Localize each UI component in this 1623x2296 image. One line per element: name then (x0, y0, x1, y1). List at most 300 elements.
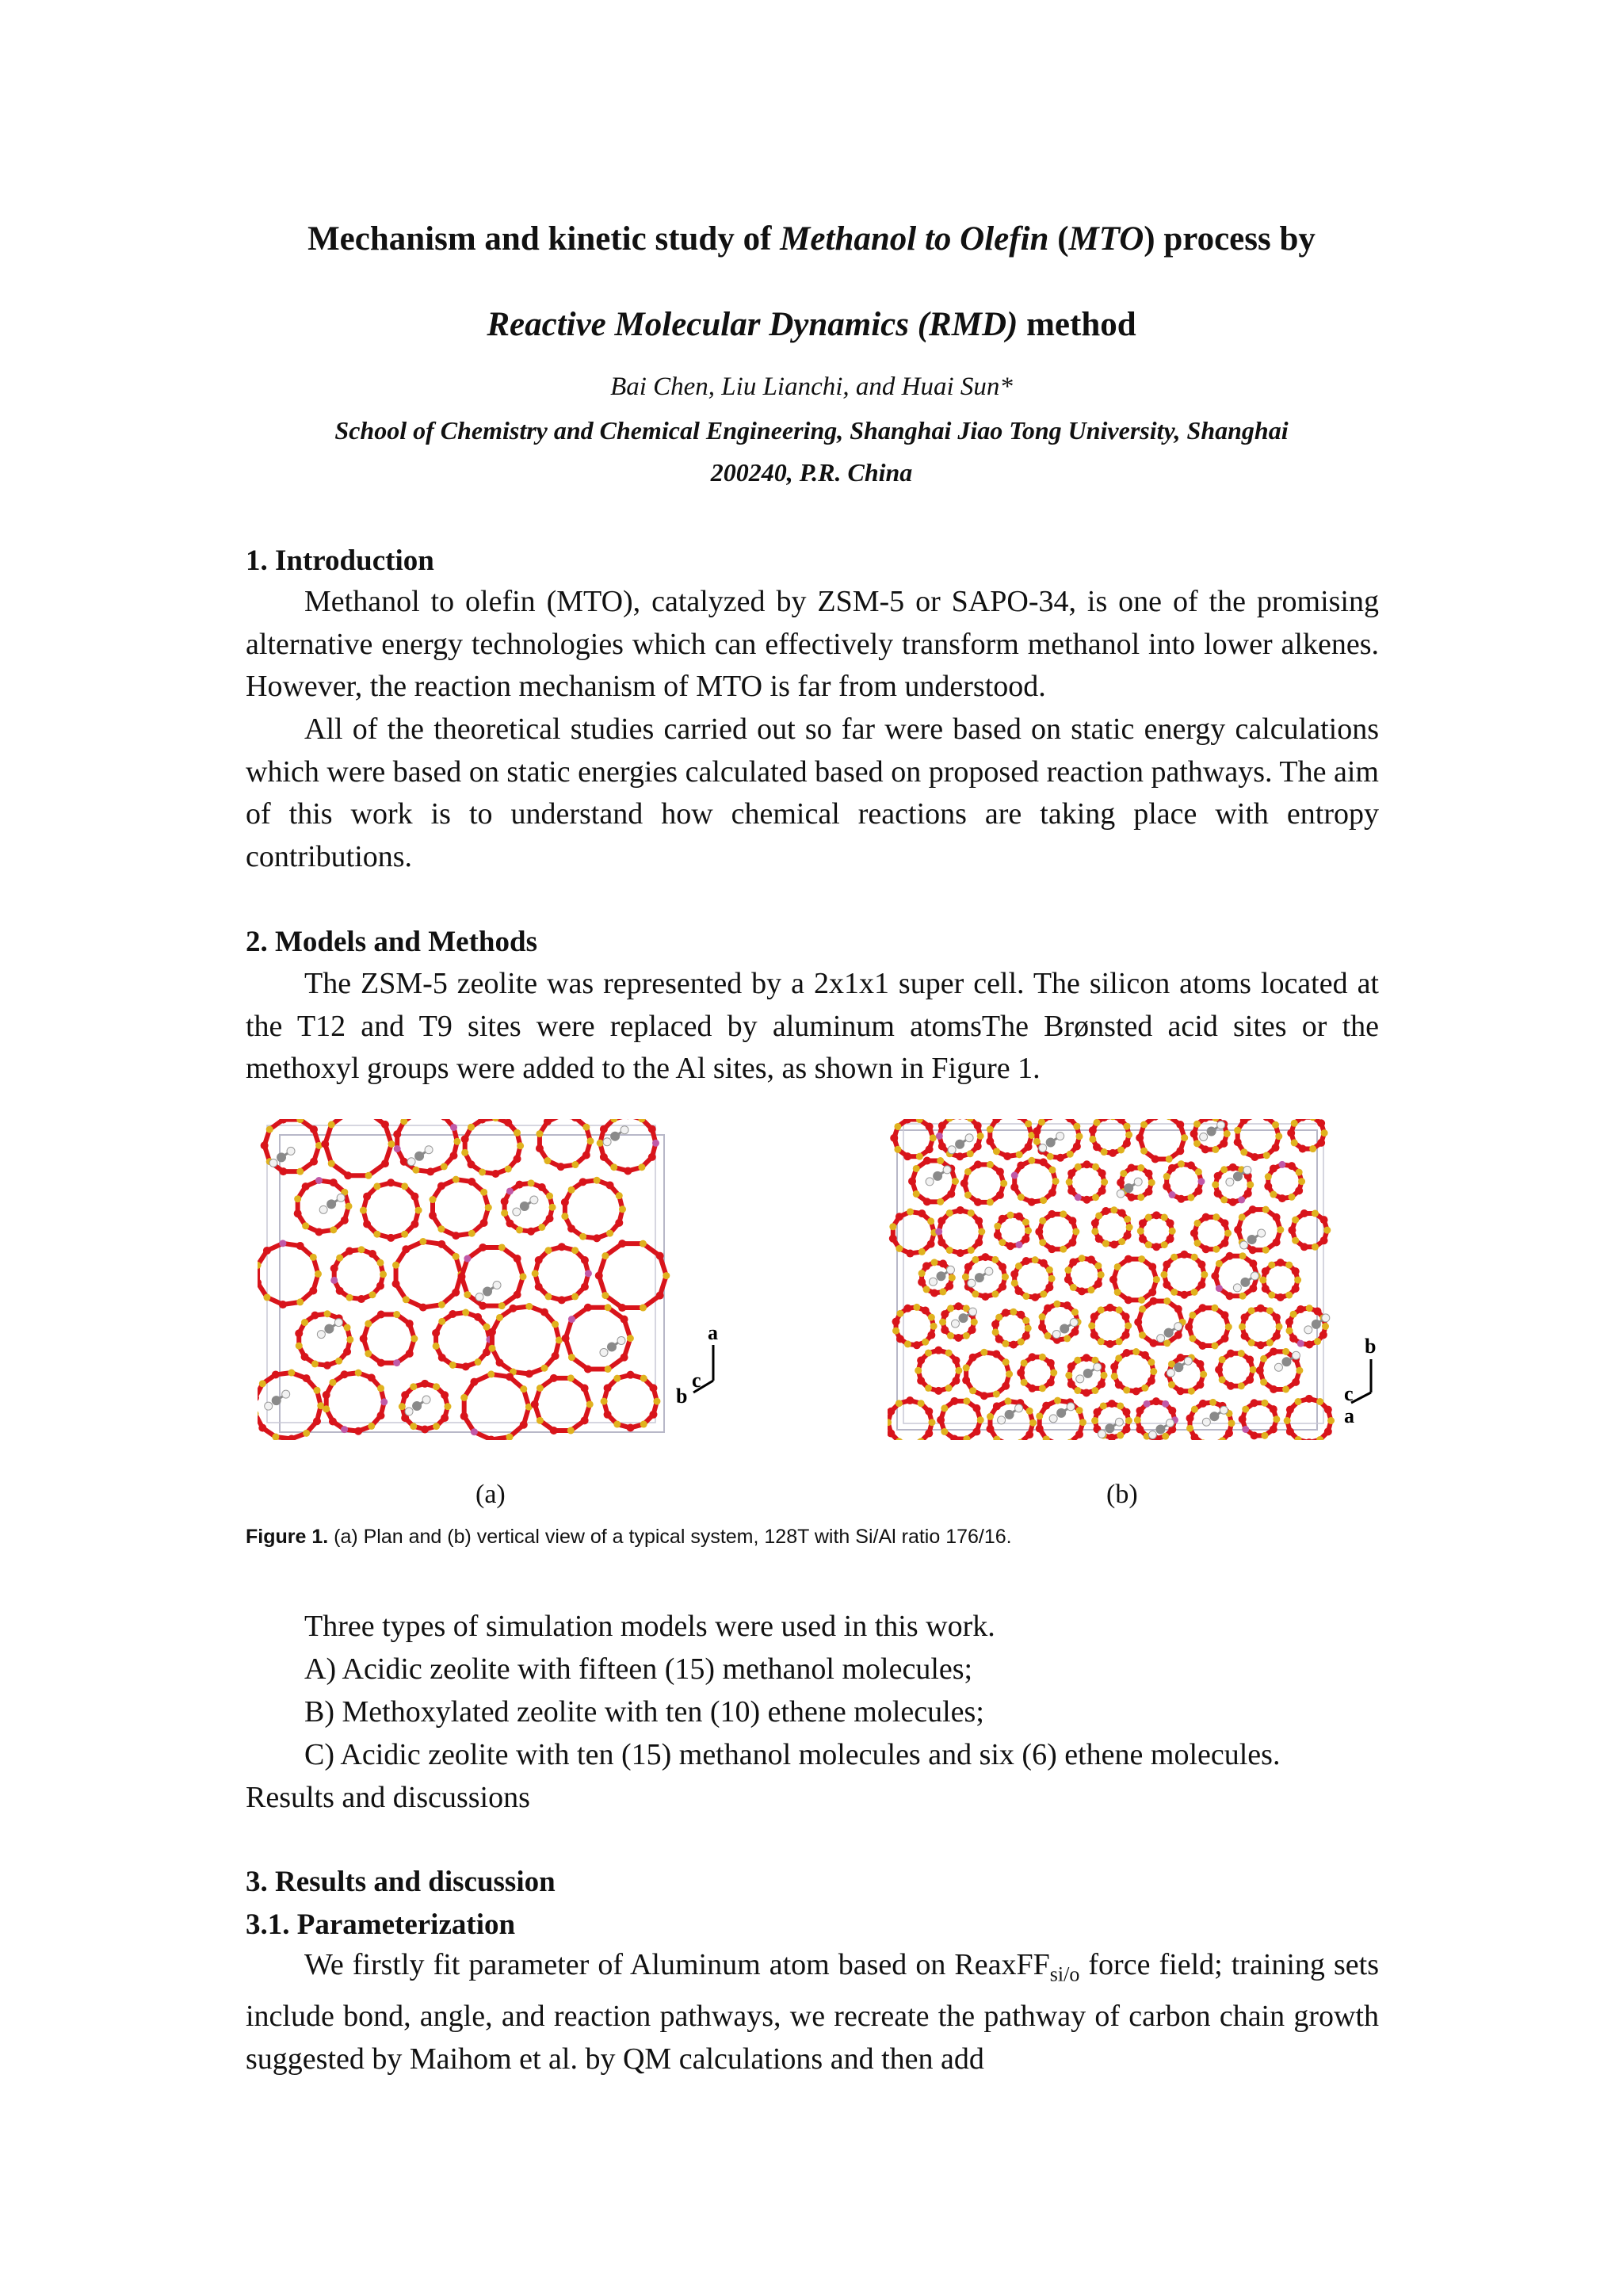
molecule-atom (1046, 1137, 1056, 1147)
atom (346, 1247, 353, 1255)
atom (1075, 1194, 1082, 1201)
atom (279, 1240, 286, 1247)
atom (987, 1413, 994, 1420)
atom (557, 1163, 565, 1171)
atom (369, 1250, 376, 1258)
atom (437, 1182, 445, 1190)
atom (945, 1385, 953, 1392)
atom (1168, 1164, 1176, 1172)
atom (1145, 1170, 1153, 1178)
atom (432, 1329, 440, 1337)
atom (1123, 1349, 1131, 1357)
atom (441, 1414, 449, 1422)
atom (1242, 1406, 1249, 1413)
model-item-a: A) Acidic zeolite with fifteen (15) methanol molecules; (304, 1652, 973, 1686)
atom (1250, 1366, 1257, 1373)
atom (1122, 1331, 1130, 1339)
atom (954, 1302, 962, 1310)
atom (1050, 1370, 1057, 1377)
atom (1289, 1335, 1297, 1343)
atom (615, 1219, 623, 1227)
atom (480, 1189, 487, 1196)
atom (528, 1179, 535, 1186)
atom (1101, 1148, 1108, 1156)
atom (994, 1231, 1002, 1239)
atom (1039, 1385, 1046, 1392)
atom (1261, 1400, 1268, 1407)
atom (552, 1320, 559, 1328)
atom (1018, 1194, 1025, 1201)
atom (926, 1145, 934, 1153)
atom (597, 1140, 604, 1147)
atom (1284, 1417, 1291, 1424)
atom (946, 1247, 953, 1254)
molecule-atom (1240, 1278, 1250, 1287)
atom (1109, 1275, 1117, 1283)
atom (571, 1247, 579, 1254)
atom (496, 1314, 503, 1321)
atom (550, 1374, 558, 1382)
atom (894, 1146, 901, 1153)
atom (296, 1168, 304, 1175)
atom (1114, 1263, 1121, 1270)
atom (1273, 1415, 1280, 1423)
atom (1178, 1160, 1185, 1167)
atom (450, 1124, 457, 1131)
atom (1212, 1146, 1219, 1153)
atom (536, 1130, 543, 1137)
atom (934, 1387, 942, 1395)
atom (1211, 1305, 1218, 1312)
atom (1047, 1378, 1055, 1386)
atom (1168, 1381, 1175, 1389)
atom (1180, 1291, 1188, 1299)
atom (1064, 1275, 1072, 1283)
atom (568, 1354, 575, 1361)
molecule-atom (948, 1146, 956, 1154)
atom (1098, 1380, 1106, 1388)
atom (488, 1328, 496, 1336)
atom (960, 1179, 968, 1187)
atom (368, 1423, 375, 1430)
atom (453, 1176, 460, 1183)
atom (1209, 1399, 1216, 1406)
atom (947, 1305, 954, 1312)
atom (1270, 1347, 1277, 1355)
atom (1273, 1332, 1281, 1340)
atom (323, 1362, 331, 1370)
atom (1098, 1169, 1106, 1177)
atom (377, 1311, 385, 1319)
atom (1314, 1308, 1322, 1316)
atom (587, 1137, 594, 1144)
molecule-atom (1292, 1351, 1300, 1359)
atom (931, 1259, 938, 1266)
atom (1067, 1169, 1075, 1177)
atom (545, 1247, 552, 1254)
atom (311, 1312, 319, 1320)
atom (1176, 1121, 1184, 1129)
atom (890, 1134, 898, 1142)
molecule-atom (1166, 1419, 1174, 1427)
atom (1070, 1284, 1077, 1291)
atom (323, 1391, 330, 1399)
atom (913, 1341, 921, 1349)
atom (496, 1358, 504, 1366)
atom (567, 1427, 575, 1434)
atom (939, 1259, 947, 1267)
atom (1163, 1182, 1170, 1190)
atom (1098, 1338, 1105, 1345)
atom (1161, 1214, 1168, 1221)
molecule-atom (1124, 1183, 1133, 1193)
atom (1048, 1245, 1056, 1253)
atom (584, 1366, 592, 1373)
atom (1125, 1417, 1132, 1424)
atom (1187, 1161, 1195, 1169)
molecule-atom (1200, 1133, 1208, 1140)
atom (1029, 1419, 1037, 1427)
atom (1216, 1285, 1223, 1292)
atom (1031, 1293, 1039, 1301)
atom (926, 1122, 934, 1130)
atom (1214, 1190, 1222, 1198)
atom (1226, 1252, 1234, 1260)
atom (618, 1304, 626, 1312)
atom (964, 1191, 972, 1198)
atom (402, 1245, 410, 1253)
atom (546, 1193, 553, 1200)
atom (1029, 1353, 1037, 1361)
atom (1234, 1127, 1241, 1134)
atom (461, 1135, 469, 1143)
atom (1076, 1407, 1083, 1414)
atom (377, 1359, 385, 1367)
atom (922, 1262, 930, 1270)
atom (974, 1160, 982, 1168)
atom (538, 1183, 546, 1191)
svg-text:a: a (708, 1321, 718, 1344)
atom (950, 1397, 958, 1405)
atom (310, 1158, 318, 1166)
atom (1060, 1210, 1067, 1217)
atom (437, 1240, 445, 1248)
atom (1126, 1224, 1133, 1231)
atom (1036, 1412, 1043, 1419)
atom (1025, 1431, 1033, 1438)
atom (568, 1186, 575, 1194)
atom (980, 1349, 987, 1356)
molecule-atom (422, 1396, 430, 1404)
atom (1115, 1354, 1122, 1362)
figure-1-caption: Figure 1. (a) Plan and (b) vertical view of a typical system, 128T with Si/Al ratio 176/16. (246, 1526, 1012, 1548)
atom (1249, 1285, 1257, 1293)
atom (552, 1352, 559, 1360)
atom (981, 1253, 989, 1261)
atom (1006, 1242, 1014, 1250)
atom (1296, 1367, 1303, 1374)
atom (1251, 1153, 1258, 1161)
atom (462, 1309, 469, 1316)
atom (1290, 1311, 1297, 1318)
atom (1125, 1296, 1132, 1304)
atom (1025, 1324, 1032, 1331)
atom (962, 1377, 970, 1385)
atom (1234, 1226, 1242, 1234)
atom (913, 1165, 920, 1172)
atom (889, 1223, 896, 1230)
atom (1294, 1277, 1301, 1284)
atom (1197, 1178, 1205, 1185)
atom (963, 1397, 970, 1404)
atom (1314, 1338, 1321, 1345)
atom (412, 1167, 419, 1174)
atom (1015, 1241, 1022, 1248)
molecule-atom (277, 1152, 286, 1162)
atom (567, 1224, 575, 1232)
atom (1137, 1164, 1144, 1171)
atom (1170, 1289, 1178, 1296)
molecule-atom (1207, 1126, 1216, 1136)
atom (1014, 1287, 1022, 1295)
atom (1239, 1415, 1247, 1423)
atom (1139, 1331, 1146, 1339)
atom (618, 1240, 626, 1247)
atom (1186, 1414, 1194, 1422)
atom (1000, 1180, 1007, 1187)
atom (1190, 1130, 1198, 1138)
atom (296, 1298, 304, 1305)
atom (1011, 1279, 1018, 1286)
atom (330, 1277, 338, 1284)
atom (1286, 1406, 1294, 1414)
atom (1162, 1400, 1169, 1408)
atom (1248, 1339, 1255, 1347)
atom (918, 1270, 926, 1277)
atom (1272, 1121, 1279, 1129)
molecule-atom (1220, 1406, 1228, 1414)
molecule-atom (334, 1319, 342, 1327)
atom (1282, 1348, 1289, 1355)
atom (896, 1400, 903, 1407)
atom (1317, 1139, 1325, 1147)
subsection-heading-parameterization: 3.1. Parameterization (246, 1908, 516, 1941)
atom (1266, 1307, 1274, 1314)
molecule-atom (1167, 1369, 1174, 1377)
atom (1022, 1293, 1029, 1300)
atom (1044, 1305, 1052, 1312)
atom (1134, 1318, 1142, 1326)
atom (1229, 1163, 1237, 1171)
atom (581, 1256, 589, 1264)
atom (957, 1249, 964, 1257)
atom (1091, 1228, 1098, 1235)
atom (613, 1421, 621, 1428)
atom (922, 1306, 930, 1314)
atom (1196, 1381, 1204, 1389)
atom (441, 1391, 449, 1399)
atom (974, 1121, 982, 1129)
atom (1054, 1397, 1061, 1404)
atom (1163, 1261, 1170, 1269)
atom (1257, 1341, 1265, 1349)
atom (377, 1385, 384, 1392)
atom (403, 1296, 410, 1303)
atom (1137, 1228, 1144, 1235)
atom (1286, 1427, 1294, 1435)
molecule-atom (1070, 1319, 1078, 1327)
atom (296, 1343, 303, 1350)
atom (1185, 1323, 1193, 1331)
atom (415, 1207, 422, 1214)
atom (485, 1204, 492, 1211)
atom (303, 1374, 311, 1382)
atom (1229, 1198, 1237, 1206)
atom (406, 1350, 414, 1358)
molecule-atom (1115, 1418, 1123, 1426)
atom (452, 1289, 460, 1297)
atom (313, 1387, 320, 1394)
section-heading-results: 3. Results and discussion (246, 1866, 556, 1898)
atom (341, 1426, 348, 1433)
atom (1015, 1263, 1022, 1270)
atom (1046, 1266, 1053, 1274)
atom (1021, 1379, 1028, 1386)
atom (927, 1331, 935, 1339)
zeolite-structure-a (258, 1119, 765, 1440)
atom (1161, 1241, 1168, 1248)
molecule-atom (1202, 1418, 1210, 1426)
atom (1145, 1188, 1153, 1196)
atom (963, 1364, 970, 1371)
atom (1098, 1306, 1105, 1313)
atom (1114, 1289, 1121, 1296)
atom (999, 1239, 1006, 1246)
atom (1098, 1271, 1105, 1278)
atom (1138, 1297, 1145, 1304)
atom (1166, 1156, 1173, 1163)
atom (993, 1390, 1000, 1397)
atom (380, 1270, 387, 1278)
atom (1201, 1145, 1209, 1153)
atom (638, 1163, 645, 1171)
atom (1040, 1259, 1048, 1267)
atom (514, 1155, 521, 1163)
atom (419, 1238, 426, 1245)
atom (1124, 1232, 1132, 1240)
atom (514, 1129, 521, 1137)
atom (1191, 1406, 1198, 1413)
atom (923, 1198, 931, 1205)
atom (937, 1416, 945, 1424)
atom (972, 1427, 980, 1435)
atom (1239, 1213, 1246, 1221)
molecule-atom (1155, 1424, 1165, 1434)
atom (1194, 1220, 1201, 1227)
atom (509, 1305, 517, 1312)
atom (360, 1207, 367, 1214)
paper-title-line-2: Reactive Molecular Dynamics (RMD) method (487, 306, 1136, 343)
atom (411, 1335, 418, 1343)
atom (1276, 1323, 1283, 1330)
atom (1288, 1194, 1295, 1201)
atom (261, 1141, 269, 1149)
zeolite-structure-b (888, 1119, 1395, 1440)
atom (540, 1365, 548, 1372)
atom (1018, 1339, 1025, 1346)
atom (294, 1195, 301, 1202)
atom (506, 1373, 514, 1381)
atom (406, 1320, 414, 1328)
methods-paragraph: The ZSM-5 zeolite was represented by a 2x1x1 super cell. The silicon atoms located at the T12 and T9 sites were replaced by aluminum atomsThe Brønsted acid sites or the methoxyl groups were added to the Al sites, as shown in Figure 1. (246, 967, 1379, 1085)
atom (996, 1167, 1004, 1175)
atom (1224, 1229, 1232, 1236)
atom (1174, 1331, 1182, 1339)
atom (1048, 1167, 1056, 1174)
molecule-atom (1164, 1328, 1174, 1338)
atom (1140, 1148, 1148, 1155)
atom (470, 1378, 478, 1386)
molecule-atom (1251, 1272, 1258, 1280)
atom (1120, 1170, 1127, 1177)
atom (624, 1167, 632, 1175)
atom (365, 1320, 372, 1328)
svg-text:a: a (1344, 1404, 1354, 1427)
figure-label-a: (a) (475, 1480, 506, 1509)
atom (1305, 1438, 1313, 1440)
atom (1148, 1263, 1156, 1270)
atom (392, 1280, 400, 1288)
atom (640, 1375, 647, 1382)
atom (1201, 1271, 1208, 1278)
atom (1006, 1370, 1013, 1377)
atom (514, 1291, 521, 1299)
molecule-atom (998, 1416, 1006, 1424)
atom (1214, 1172, 1222, 1180)
atom (1075, 1133, 1083, 1140)
atom (336, 1287, 344, 1295)
atom (438, 1301, 445, 1308)
atom (1074, 1357, 1081, 1364)
molecule-atom (933, 1171, 942, 1181)
atom (1262, 1247, 1270, 1254)
atom (544, 1157, 551, 1164)
atom (1132, 1387, 1140, 1395)
molecule-atom (946, 1266, 954, 1274)
atom (376, 1282, 384, 1289)
atom (1123, 1408, 1131, 1416)
atom (917, 1377, 925, 1385)
atom (1296, 1305, 1304, 1313)
atom (310, 1254, 317, 1261)
atom (1136, 1134, 1144, 1142)
atom (438, 1318, 445, 1325)
atom (546, 1215, 554, 1223)
atom (1125, 1131, 1132, 1138)
atom (1211, 1342, 1218, 1349)
section-heading-introduction: 1. Introduction (246, 544, 434, 577)
atom (991, 1320, 999, 1328)
molecule-atom (975, 1273, 984, 1282)
atom (1224, 1130, 1231, 1137)
molecule-atom (1052, 1331, 1060, 1339)
atom (585, 1270, 592, 1277)
atom (987, 1198, 994, 1205)
atom (945, 1350, 953, 1357)
atom (346, 1202, 353, 1209)
atom (1181, 1134, 1188, 1141)
atom (1025, 1227, 1032, 1234)
